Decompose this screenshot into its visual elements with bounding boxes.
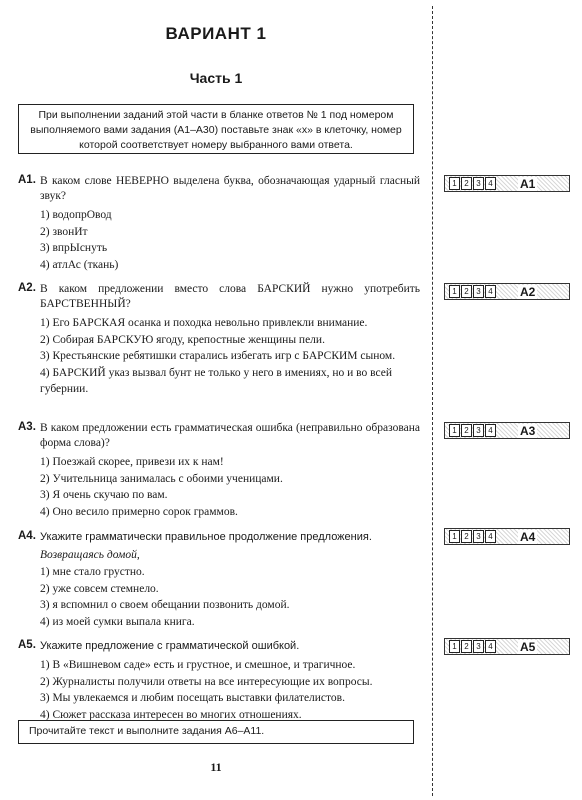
- answer-option[interactable]: 4) Сюжет рассказа интересен во многих отношениях.: [40, 708, 302, 721]
- question-number: А4.: [18, 530, 36, 542]
- question-text: Укажите грамматически правильное продолжение предложения.: [40, 531, 372, 543]
- question-a3: [18, 421, 420, 520]
- answer-cell[interactable]: 2: [461, 177, 472, 190]
- answer-option[interactable]: 2) Журналисты получили ответы на все интересующие их вопросы.: [40, 675, 373, 688]
- answer-cell[interactable]: 4: [485, 285, 496, 298]
- question-text: В каком предложении вместо слова БАРСКИЙ нужно употребить БАРСТВЕННЫЙ?: [40, 283, 420, 310]
- answer-cell[interactable]: 2: [461, 640, 472, 653]
- answer-cell[interactable]: 4: [485, 424, 496, 437]
- task-code: А1: [520, 176, 536, 191]
- answer-cell[interactable]: 4: [485, 177, 496, 190]
- answer-cell[interactable]: 2: [461, 424, 472, 437]
- part-title: Часть 1: [189, 70, 243, 86]
- answer-cell[interactable]: 1: [449, 424, 460, 437]
- answer-cell[interactable]: 2: [461, 285, 472, 298]
- answer-option[interactable]: 2) Собирая БАРСКУЮ ягоду, крепостные женщины пели.: [40, 333, 325, 346]
- answer-cell[interactable]: 2: [461, 530, 472, 543]
- answer-cell[interactable]: 3: [473, 640, 484, 653]
- answer-cell[interactable]: 1: [449, 285, 460, 298]
- question-a4: [18, 530, 420, 630]
- answer-grid-a4: [444, 528, 570, 545]
- answer-grid-a3: [444, 422, 570, 439]
- question-text: В каком слове НЕВЕРНО выделена буква, обозначающая ударный гласный звук?: [40, 175, 420, 202]
- answer-cell[interactable]: 1: [449, 640, 460, 653]
- question-text: Укажите предложение с грамматической ошибкой.: [40, 640, 300, 652]
- question-number: А5.: [18, 639, 36, 651]
- answer-cell[interactable]: 4: [485, 640, 496, 653]
- task-code: А4: [520, 529, 536, 544]
- answer-option[interactable]: 3) Крестьянские ребятишки старались избегать игр с БАРСКИМ сыном.: [40, 350, 396, 362]
- answer-option[interactable]: 3) я вспомнил о своем обещании позвонить домой.: [40, 599, 290, 611]
- question-number: А2.: [18, 282, 36, 294]
- answer-cell[interactable]: 3: [473, 530, 484, 543]
- answer-cell[interactable]: 1: [449, 177, 460, 190]
- answer-cell[interactable]: 3: [473, 177, 484, 190]
- answer-option[interactable]: 4) атлАс (ткань): [40, 258, 119, 271]
- answer-option[interactable]: 3) Я очень скучаю по вам.: [40, 489, 168, 501]
- answer-cell[interactable]: 3: [473, 424, 484, 437]
- answer-option[interactable]: 4) Оно весило примерно сорок граммов.: [40, 505, 238, 518]
- reading-instruction-box: Прочитайте текст и выполните задания А6–А11.: [18, 720, 414, 744]
- answer-cell[interactable]: 3: [473, 285, 484, 298]
- answer-option[interactable]: 4) БАРСКИЙ указ вызвал бунт не только у него в имениях, но и во всей губернии.: [40, 366, 393, 395]
- answer-option[interactable]: 3) Мы увлекаемся и любим посещать выставки филателистов.: [40, 692, 345, 704]
- answer-option[interactable]: 1) мне стало грустно.: [40, 566, 145, 578]
- answer-option[interactable]: 2) Учительница занималась с обоими ученицами.: [40, 472, 283, 485]
- question-number: А1.: [18, 174, 36, 186]
- question-number: А3.: [18, 421, 36, 433]
- question-a1: [18, 174, 420, 273]
- answer-option[interactable]: 2) звонИт: [40, 225, 88, 238]
- task-code: А5: [520, 639, 536, 654]
- cut-line-divider: [432, 6, 433, 796]
- task-code: А2: [520, 284, 536, 299]
- question-a2: [18, 282, 420, 398]
- answer-option[interactable]: 4) из моей сумки выпала книга.: [40, 615, 195, 628]
- answer-option[interactable]: 1) Поезжай скорее, привези их к нам!: [40, 456, 224, 468]
- answer-option[interactable]: 2) уже совсем стемнело.: [40, 582, 159, 595]
- answer-cell[interactable]: 1: [449, 530, 460, 543]
- page-number: 11: [210, 760, 222, 774]
- instructions-box: При выполнении заданий этой части в бланке ответов № 1 под номером выполняемого вами задания (А1–А30) поставьте знак «х» в клеточку, номер которой соответствует номеру выбранного вами ответа.: [18, 104, 414, 154]
- answer-grid-a5: [444, 638, 570, 655]
- answer-cell[interactable]: 4: [485, 530, 496, 543]
- answer-option[interactable]: 1) Его БАРСКАЯ осанка и походка невольно привлекли внимание.: [40, 317, 368, 329]
- answer-grid-a1: [444, 175, 570, 192]
- task-code: А3: [520, 423, 536, 438]
- answer-option[interactable]: 3) впрЫснуть: [40, 242, 108, 254]
- variant-title: ВАРИАНТ 1: [165, 24, 267, 43]
- question-a5: [18, 639, 420, 723]
- answer-grid-a2: [444, 283, 570, 300]
- sentence-start: Возвращаясь домой,: [40, 549, 140, 561]
- question-text: В каком предложении есть грамматическая ошибка (неправильно образована форма слова)?: [40, 422, 420, 449]
- answer-option[interactable]: 1) В «Вишневом саде» есть и грустное, и смешное, и трагичное.: [40, 659, 356, 671]
- answer-option[interactable]: 1) водопрОвод: [40, 209, 112, 221]
